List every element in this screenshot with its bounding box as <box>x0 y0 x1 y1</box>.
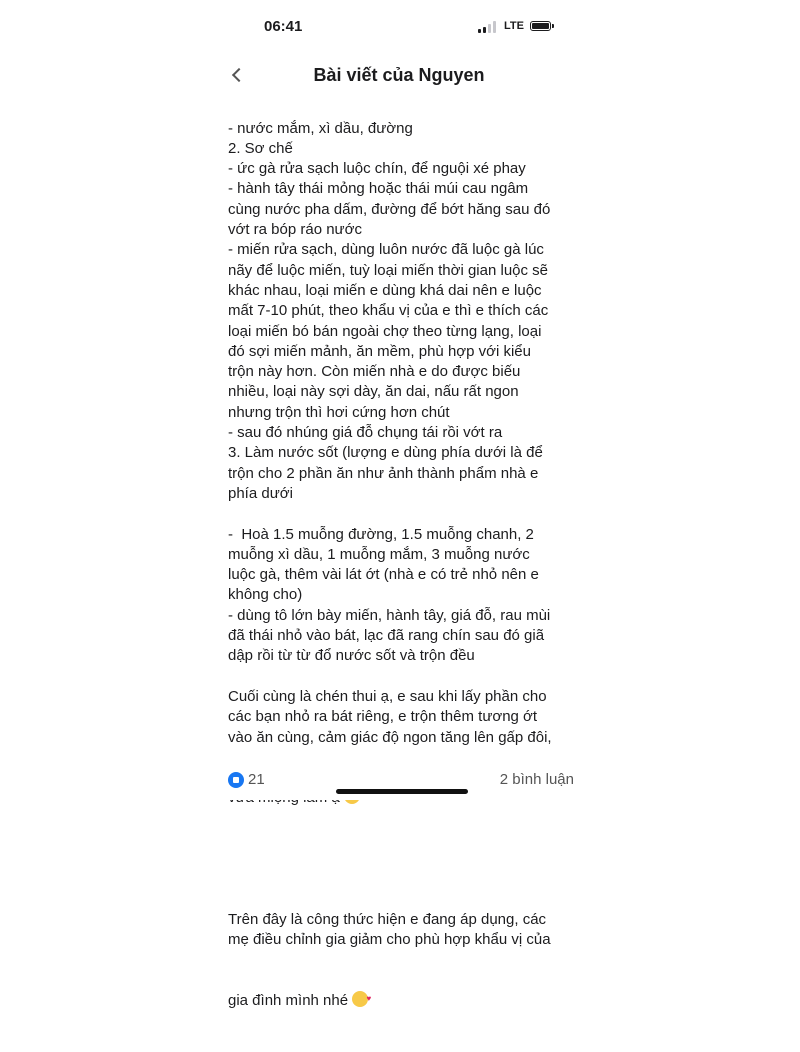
post-line: mất 7-10 phút, theo khẩu vị của e thì e thích các <box>228 302 549 320</box>
post-line: trộn này hơn. Còn miến nhà e do được biếu <box>228 363 521 381</box>
nav-bar <box>224 55 574 95</box>
post-line: phía dưới <box>228 484 293 502</box>
status-bar <box>224 0 574 50</box>
post-line: dập rồi từ từ đổ nước sốt và trộn đều <box>228 647 475 665</box>
home-indicator[interactable] <box>336 789 468 794</box>
post-line: vào ăn cùng, cảm giác độ ngon tăng lên gấp đôi, <box>228 728 552 746</box>
post-line: - sau đó nhúng giá đỗ chụng tái rồi vớt ra <box>228 424 503 442</box>
post-line: - dùng tô lớn bày miến, hành tây, giá đỗ, rau mùi <box>228 606 551 624</box>
post-line <box>228 667 574 687</box>
post-line: Cuối cùng là chén thui ạ, e sau khi lấy phần cho <box>228 687 547 705</box>
post-line: cùng nước pha dấm, đường để bớt hăng sau đó <box>228 200 551 218</box>
post-line: nãy để luộc miến, tuỳ loại miến thời gian luộc sẽ <box>228 261 549 279</box>
post-content[interactable] <box>224 78 574 1052</box>
post-line: khác nhau, loại miến e dùng khá dai nên e luộc <box>228 281 542 299</box>
post-line: vớt ra bóp ráo nước <box>228 221 362 239</box>
post-line: trộn cho 2 phần ăn như ảnh thành phẩm nhà e <box>228 464 539 482</box>
post-line: 3. Làm nước sốt (lượng e dùng phía dưới là để <box>228 444 543 462</box>
post-line: mẹ điều chỉnh gia giảm cho phù hợp khẩu vị của <box>228 931 551 949</box>
phone-screen <box>224 0 574 1010</box>
post-line: muỗng xì dầu, 1 muỗng mắm, 3 muỗng nước <box>228 545 530 563</box>
battery-icon <box>530 21 551 31</box>
post-line: các bạn nhỏ ra bát riêng, e trộn thêm tương ớt <box>228 708 538 726</box>
page-title: Bài viết của Nguyen <box>313 65 485 85</box>
post-line: loại miến bó bán ngoài chợ theo từng lạng, loại <box>228 322 542 340</box>
post-line: - hành tây thái mỏng hoặc thái múi cau ngâm <box>228 180 529 198</box>
network-label: LTE <box>504 20 524 32</box>
post-line: Trên đây là công thức hiện e đang áp dụng, các <box>228 911 547 929</box>
post-line: luộc gà, thêm vài lát ớt (nhà e có trẻ nhỏ nên e <box>228 566 539 584</box>
signal-icon <box>478 21 498 33</box>
kissing-heart-emoji-icon <box>352 991 368 1007</box>
like-thumb-icon[interactable] <box>228 772 244 788</box>
post-line: đã thái nhỏ vào bát, lạc đã rang chín sau đó giã <box>228 627 545 645</box>
status-time: 06:41 <box>264 18 303 35</box>
like-count[interactable]: 21 <box>248 771 265 788</box>
post-body <box>224 78 574 1052</box>
post-line: 2. Sơ chế <box>228 139 293 157</box>
post-line: gia đình mình nhé ♥ <box>228 991 574 1011</box>
post-line: - Hoà 1.5 muỗng đường, 1.5 muỗng chanh, 2 <box>228 525 534 543</box>
post-line: - miến rửa sạch, dùng luôn nước đã luộc gà lúc <box>228 241 544 259</box>
post-line: nhiều, loại này sợi dày, ăn dai, nấu rất ngon <box>228 383 519 401</box>
post-line <box>228 504 574 524</box>
post-line: không cho) <box>228 586 303 604</box>
comment-count[interactable]: 2 bình luận <box>499 771 574 788</box>
post-line: đó sợi miến mảnh, ăn mềm, phù hợp với kiểu <box>228 342 531 360</box>
post-line: nhưng trộn thì hơi cứng hơn chút <box>228 403 450 421</box>
post-line: - nước mắm, xì dầu, đường <box>228 119 413 137</box>
post-footer <box>224 766 574 800</box>
post-line: - ức gà rửa sạch luộc chín, để nguội xé phay <box>228 160 526 178</box>
post-line <box>228 849 574 869</box>
